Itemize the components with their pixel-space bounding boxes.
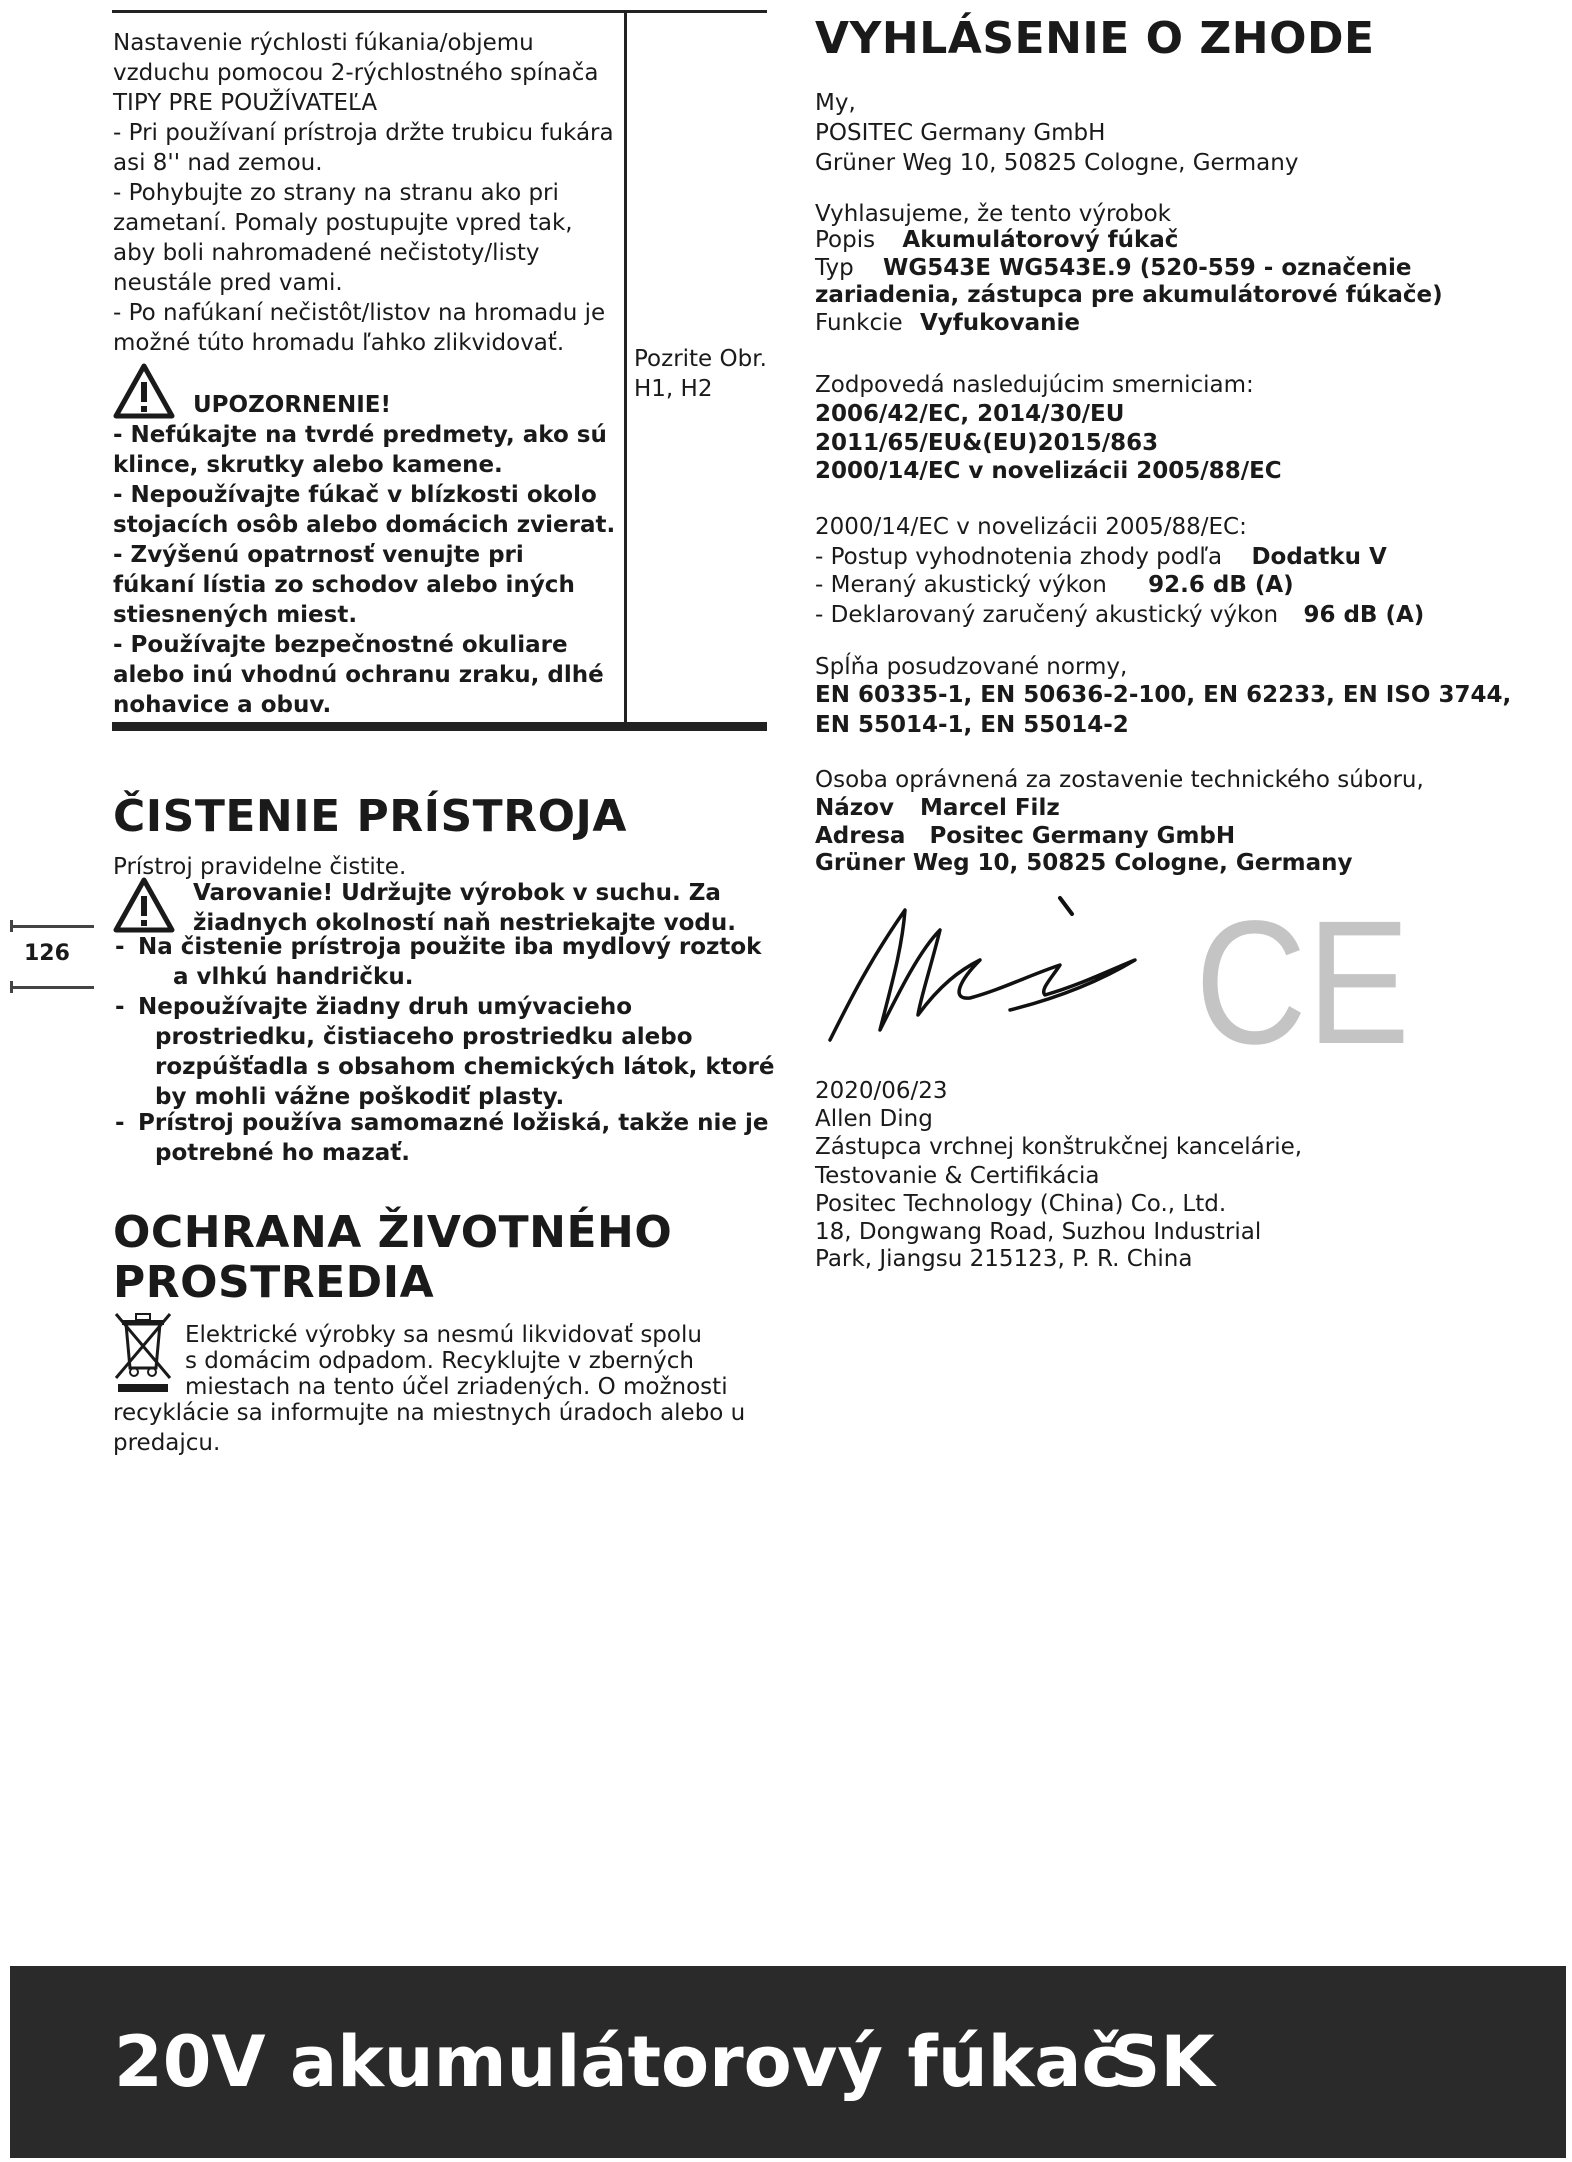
declaration-address: Grüner Weg 10, 50825 Cologne, Germany xyxy=(815,150,1299,176)
type-value: WG543E WG543E.9 (520-559 - označenie xyxy=(883,255,1412,281)
warning-triangle-icon xyxy=(112,876,176,934)
type-value-continued: zariadenia, zástupca pre akumulátorové fúkače) xyxy=(815,282,1443,308)
warning-list xyxy=(113,420,615,720)
directives-head: Zodpovedá nasledujúcim smerniciam: xyxy=(815,372,1254,398)
tips-line: neustále pred vami. xyxy=(113,270,343,296)
environment-text xyxy=(113,1320,745,1458)
environment-line: s domácim odpadom. Recyklujte v zberných xyxy=(185,1348,694,1374)
declaration-company: POSITEC Germany GmbH xyxy=(815,120,1106,146)
warning-line: - Používajte bezpečnostné okuliare xyxy=(113,632,568,658)
declaration-directives xyxy=(815,370,1282,484)
tips-line: vzduchu pomocou 2-rýchlostného spínača xyxy=(113,60,599,86)
function-label: Funkcie xyxy=(815,310,903,336)
cleaning-warning-line: Varovanie! Udržujte výrobok v suchu. Za xyxy=(193,880,721,906)
signer-role: Testovanie & Certifikácia xyxy=(815,1163,1100,1189)
directive-line: 2006/42/EC, 2014/30/EU xyxy=(815,401,1125,427)
page-number: 126 xyxy=(24,941,70,966)
list-item-text: Prístroj používa samomazné ložiská, takže nie je xyxy=(138,1110,769,1136)
function-value: Vyfukovanie xyxy=(919,310,1080,336)
footer-title: 20V akumulátorový fúkač xyxy=(114,2021,1123,2103)
declaration-standards xyxy=(815,654,1511,740)
tips-line: Nastavenie rýchlosti fúkania/objemu xyxy=(113,30,534,56)
footer-language-code: SK xyxy=(1110,2021,1215,2103)
ce-mark-text: CE xyxy=(1195,885,1410,1081)
warning-line: nohavice a obuv. xyxy=(113,692,332,718)
page-number-tick xyxy=(10,920,13,932)
standards-line: EN 55014-1, EN 55014-2 xyxy=(815,712,1129,738)
noise-row xyxy=(815,570,1424,600)
description-label: Popis xyxy=(815,227,876,253)
warning-title: UPOZORNENIE! xyxy=(193,392,391,418)
tips-line: asi 8'' nad zemou. xyxy=(113,150,323,176)
declaration-declare: Vyhlasujeme, že tento výrobok xyxy=(815,201,1171,227)
address-value-continued: Grüner Weg 10, 50825 Cologne, Germany xyxy=(815,850,1353,876)
list-item-text: Nepoužívajte žiadny druh umývacieho xyxy=(138,994,633,1020)
table-column-divider xyxy=(624,10,627,728)
list-item xyxy=(113,1108,774,1168)
cleaning-title: ČISTENIE PRÍSTROJA xyxy=(113,791,627,842)
figure-reference-line: H1, H2 xyxy=(634,376,713,402)
tips-line: - Pohybujte zo strany na stranu ako pri xyxy=(113,180,559,206)
warning-line: stiesnených miest. xyxy=(113,602,358,628)
signer-role: Zástupca vrchnej konštrukčnej kancelárie, xyxy=(815,1134,1303,1160)
page-number-rule-bottom xyxy=(10,986,94,989)
tips-line: - Po nafúkaní nečistôt/listov na hromadu je xyxy=(113,300,606,326)
signer-company: Positec Technology (China) Co., Ltd. xyxy=(815,1191,1227,1217)
tips-line: - Pri používaní prístroja držte trubicu fukára xyxy=(113,120,614,146)
table-bottom-rule xyxy=(112,722,767,731)
signer-name: Allen Ding xyxy=(815,1106,933,1132)
environment-title-line: PROSTREDIA xyxy=(113,1257,435,1308)
environment-line: predajcu. xyxy=(113,1430,221,1456)
list-item-text: potrebné ho mazať. xyxy=(155,1140,410,1166)
warning-line: klince, skrutky alebo kamene. xyxy=(113,452,503,478)
warning-line: fúkaní lístia zo schodov alebo iných xyxy=(113,572,575,598)
noise-label: - Postup vyhodnotenia zhody podľa xyxy=(815,544,1223,570)
list-bullet: - xyxy=(115,994,125,1020)
warning-line: - Nefúkajte na tvrdé predmety, ako sú xyxy=(113,422,607,448)
name-row xyxy=(815,794,1424,822)
ce-mark-icon xyxy=(1195,885,1415,1081)
signature-image xyxy=(810,890,1150,1050)
declaration-manufacturer xyxy=(815,88,1298,178)
environment-line: Elektrické výrobky sa nesmú likvidovať spolu xyxy=(185,1322,702,1348)
warning-line: alebo inú vhodnú ochranu zraku, dlhé xyxy=(113,662,604,688)
signer-date: 2020/06/23 xyxy=(815,1078,948,1104)
warning-triangle-icon xyxy=(112,362,176,420)
declaration-signer xyxy=(815,1076,1302,1272)
figure-reference-line: Pozrite Obr. xyxy=(634,346,767,372)
directive-line: 2000/14/EC v novelizácii 2005/88/EC xyxy=(815,458,1282,484)
list-bullet: - xyxy=(115,934,125,960)
authorized-head: Osoba oprávnená za zostavenie technického súboru, xyxy=(815,767,1424,793)
noise-value: Dodatku V xyxy=(1251,544,1387,570)
function-row xyxy=(815,308,1443,338)
list-item-text: a vlhkú handričku. xyxy=(173,964,414,990)
list-item-text: by mohli vážne poškodiť plasty. xyxy=(155,1084,565,1110)
declaration-title: VYHLÁSENIE O ZHODE xyxy=(815,13,1375,64)
footer-bar xyxy=(10,1966,1566,2158)
address-row xyxy=(815,822,1424,850)
signer-address: Park, Jiangsu 215123, P. R. China xyxy=(815,1246,1193,1272)
environment-title xyxy=(113,1208,672,1308)
environment-line: recyklácie sa informujte na miestnych úradoch alebo u xyxy=(113,1400,746,1426)
noise-label: - Meraný akustický výkon xyxy=(815,572,1107,598)
cleaning-warning xyxy=(193,878,736,938)
tips-line: zametaní. Pomaly postupujte vpred tak, xyxy=(113,210,573,236)
warning-line: - Nepoužívajte fúkač v blízkosti okolo xyxy=(113,482,597,508)
page-number-rule-top xyxy=(10,925,94,928)
name-value: Marcel Filz xyxy=(919,795,1060,821)
tips-line: aby boli nahromadené nečistoty/listy xyxy=(113,240,540,266)
declaration-we: My, xyxy=(815,90,856,116)
noise-row xyxy=(815,600,1424,630)
description-row xyxy=(815,226,1443,254)
cleaning-warning-line: žiadnych okolností naň nestriekajte vodu. xyxy=(193,910,736,936)
type-label: Typ xyxy=(815,255,854,281)
address-value: Positec Germany GmbH xyxy=(929,823,1236,849)
declaration-product xyxy=(815,202,1443,338)
list-item-text: prostriedku, čistiaceho prostriedku alebo xyxy=(155,1024,693,1050)
tips-text xyxy=(113,28,614,358)
noise-value: 96 dB (A) xyxy=(1303,602,1425,628)
warning-line: stojacích osôb alebo domácich zvierat. xyxy=(113,512,616,538)
list-item-text: Na čistenie prístroja použite iba mydlový roztok xyxy=(138,934,762,960)
page-number-tick xyxy=(10,981,13,993)
address-label: Adresa xyxy=(815,823,906,849)
list-item-text: rozpúšťadla s obsahom chemických látok, ktoré xyxy=(155,1054,775,1080)
cleaning-list xyxy=(113,932,774,1168)
declaration-authorized xyxy=(815,766,1424,876)
noise-row xyxy=(815,542,1424,572)
type-row xyxy=(815,254,1443,282)
environment-line: miestach na tento účel zriadených. O možnosti xyxy=(185,1374,728,1400)
standards-line: EN 60335-1, EN 50636-2-100, EN 62233, EN ISO 3744, xyxy=(815,682,1512,708)
tips-line: možné túto hromadu ľahko zlikvidovať. xyxy=(113,330,565,356)
declaration-noise xyxy=(815,512,1424,630)
table-top-rule xyxy=(112,10,767,13)
warning-line: - Zvýšenú opatrnosť venujte pri xyxy=(113,542,524,568)
noise-label: - Deklarovaný zaručený akustický výkon xyxy=(815,602,1279,628)
description-value: Akumulátorový fúkač xyxy=(902,227,1179,253)
noise-value: 92.6 dB (A) xyxy=(1148,572,1294,598)
cleaning-intro: Prístroj pravidelne čistite. xyxy=(113,854,407,880)
signer-address: 18, Dongwang Road, Suzhou Industrial xyxy=(815,1219,1262,1245)
list-item xyxy=(113,992,774,1112)
directive-line: 2011/65/EU&(EU)2015/863 xyxy=(815,430,1159,456)
list-item xyxy=(113,932,774,992)
environment-title-line: OCHRANA ŽIVOTNÉHO xyxy=(113,1207,673,1258)
noise-head: 2000/14/EC v novelizácii 2005/88/EC: xyxy=(815,514,1247,540)
figure-reference xyxy=(634,344,767,404)
standards-head: Spĺňa posudzované normy, xyxy=(815,654,1128,680)
tips-line: TIPY PRE POUŽÍVATEĽA xyxy=(113,90,378,116)
name-label: Názov xyxy=(815,795,894,821)
list-bullet: - xyxy=(115,1110,125,1136)
